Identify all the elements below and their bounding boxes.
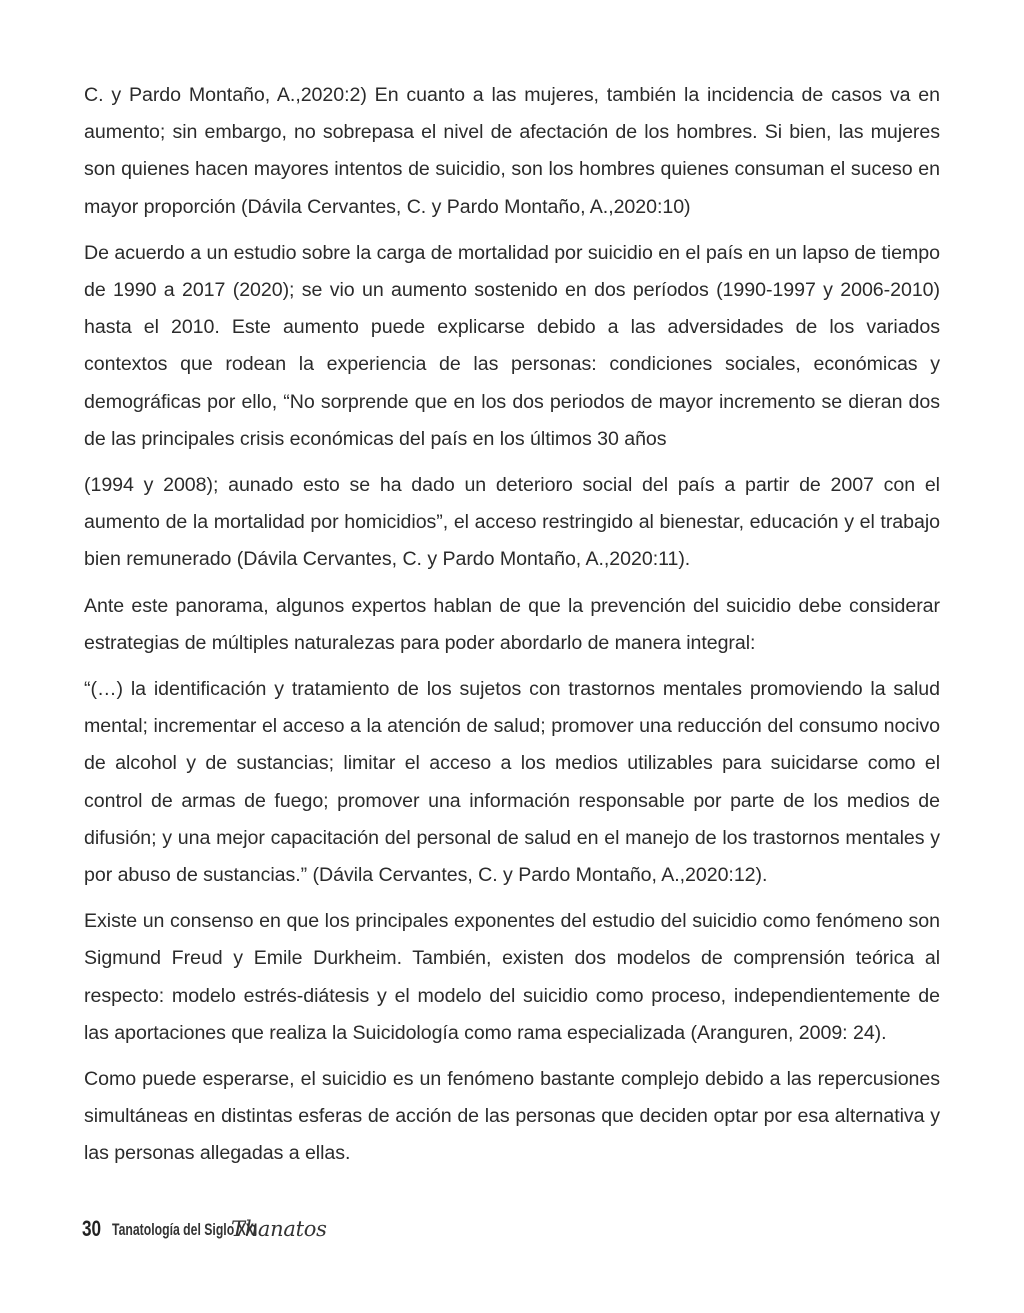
page-footer [82, 1204, 327, 1244]
paragraph: C. y Pardo Montaño, A.,2020:2) En cuanto a las mujeres, también la incidencia de casos va en aumento; sin embargo, no sobrepasa el nivel de afectación de los hombres. Si bien, las mujeres son quienes hacen mayores intentos de suicidio, son los hombres quienes consuman el suceso en mayor proporción (Dávila Cervantes, C. y Pardo Montaño, A.,2020:10) [84, 84, 940, 218]
paragraph: Ante este panorama, algunos expertos hablan de que la prevención del suicidio debe considerar estrategias de múltiples naturalezas para poder abordarlo de manera integral: [84, 594, 940, 654]
page-body [84, 77, 940, 1182]
paragraph: De acuerdo a un estudio sobre la carga de mortalidad por suicidio en el país en un lapso de tiempo de 1990 a 2017 (2020); se vio un aumento sostenido en dos períodos (1990-1997 y 2006-2010) hasta el 2010. Este aumento puede explicarse debido a las adversidades de los variados contextos que rodean la experiencia de las personas: condiciones sociales, económicas y demográficas por ello, “No sorprende que en los dos periodos de mayor incremento se dieran dos de las principales crisis económicas del país en los últimos 30 años [84, 241, 940, 450]
paragraph: (1994 y 2008); aunado esto se ha dado un deterioro social del país a partir de 2007 con el aumento de la mortalidad por homicidios”, el acceso restringido al bienestar, educación y el trabajo bien remunerado (Dávila Cervantes, C. y Pardo Montaño, A.,2020:11). [84, 474, 940, 571]
paragraph: Como puede esperarse, el suicidio es un fenómeno bastante complejo debido a las repercusiones simultáneas en distintas esferas de acción de las personas que deciden optar por esa alternativa y las personas allegadas a ellas. [84, 1068, 940, 1165]
paragraph: “(…) la identificación y tratamiento de los sujetos con trastornos mentales promoviendo la salud mental; incrementar el acceso a la atención de salud; promover una reducción del consumo nocivo de alcohol y de sustancias; limitar el acceso a los medios utilizables para suicidarse como el control de armas de fuego; promover una información responsable por parte de los medios de difusión; y una mejor capacitación del personal de salud en el manejo de los trastornos mentales y por abuso de sustancias.” (Dávila Cervantes, C. y Pardo Montaño, A.,2020:12). [84, 678, 940, 887]
thanatos-logo: Thanatos [231, 1217, 327, 1241]
page-number: 30 [82, 1216, 102, 1241]
publication-title: Tanatología del Siglo XXI [112, 1220, 258, 1239]
paragraph: Existe un consenso en que los principales exponentes del estudio del suicidio como fenómeno son Sigmund Freud y Emile Durkheim. También, existen dos modelos de comprensión teórica al respecto: modelo estrés-diátesis y el modelo del suicidio como proceso, independientemente de las aportaciones que realiza la Suicidología como rama especializada (Aranguren, 2009: 24). [84, 910, 940, 1044]
